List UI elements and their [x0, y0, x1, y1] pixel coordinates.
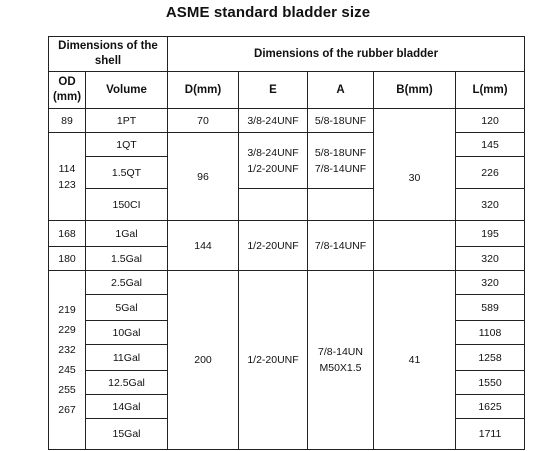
volume-cell: 15Gal: [86, 419, 168, 450]
l-cell: 1108: [456, 321, 525, 345]
volume-cell: 1.5Gal: [86, 247, 168, 271]
header-bladder-dimensions: Dimensions of the rubber bladder: [168, 37, 525, 72]
l-cell: 320: [456, 247, 525, 271]
e-cell: 1/2-20UNF: [239, 271, 308, 450]
a-value: 7/8-14UNF: [314, 162, 367, 175]
od-cell: 89: [49, 109, 86, 133]
od-value: 245: [58, 364, 76, 376]
l-cell: 226: [456, 157, 525, 189]
e-value: 3/8-24UNF: [247, 146, 299, 159]
od-value: 219: [58, 304, 76, 316]
od-cell: 168: [49, 221, 86, 247]
l-cell: 320: [456, 271, 525, 295]
volume-cell: 1PT: [86, 109, 168, 133]
header-b: B(mm): [374, 72, 456, 109]
volume-cell: 12.5Gal: [86, 371, 168, 395]
e-cell: [239, 133, 308, 189]
b-value: 30: [408, 171, 421, 184]
od-cell: [49, 133, 86, 221]
e-cell: 3/8-24UNF: [239, 109, 308, 133]
d-cell: 144: [168, 221, 239, 271]
d-cell: 70: [168, 109, 239, 133]
volume-cell: 1QT: [86, 133, 168, 157]
od-value: 114: [58, 162, 76, 175]
e-cell: 1/2-20UNF: [239, 221, 308, 271]
l-cell: 1258: [456, 345, 525, 371]
header-volume: Volume: [86, 72, 168, 109]
b-cell: [374, 221, 456, 271]
l-cell: 320: [456, 189, 525, 221]
od-value: 232: [58, 344, 76, 356]
od-value: 123: [58, 178, 76, 191]
l-cell: 1711: [456, 419, 525, 450]
volume-cell: 1.5QT: [86, 157, 168, 189]
l-cell: 1625: [456, 395, 525, 419]
l-cell: 589: [456, 295, 525, 321]
a-cell: [308, 133, 374, 189]
od-cell: [49, 271, 86, 450]
a-value: 7/8-14UN: [318, 346, 363, 358]
l-cell: 120: [456, 109, 525, 133]
e-value: 1/2-20UNF: [247, 162, 299, 175]
header-l: L(mm): [456, 72, 525, 109]
a-cell: [308, 271, 374, 450]
volume-cell: 150CI: [86, 189, 168, 221]
d-cell: 96: [168, 133, 239, 221]
b-cell: 41: [374, 271, 456, 450]
volume-cell: 14Gal: [86, 395, 168, 419]
volume-cell: 5Gal: [86, 295, 168, 321]
a-cell: 5/8-18UNF: [308, 109, 374, 133]
volume-cell: 1Gal: [86, 221, 168, 247]
e-cell: [239, 189, 308, 221]
page-title: ASME standard bladder size: [165, 4, 371, 21]
header-a: A: [308, 72, 374, 109]
a-cell: [308, 189, 374, 221]
bladder-size-table: [48, 36, 525, 450]
header-e: E: [239, 72, 308, 109]
a-value: M50X1.5: [319, 362, 362, 374]
od-value: 229: [58, 324, 76, 336]
header-d: D(mm): [168, 72, 239, 109]
od-cell: 180: [49, 247, 86, 271]
volume-cell: 11Gal: [86, 345, 168, 371]
b-cell: [374, 109, 456, 221]
header-od: OD (mm): [49, 72, 86, 109]
l-cell: 195: [456, 221, 525, 247]
volume-cell: 10Gal: [86, 321, 168, 345]
od-value: 267: [58, 404, 76, 416]
volume-cell: 2.5Gal: [86, 271, 168, 295]
header-shell-dimensions: Dimensions of the shell: [49, 37, 168, 72]
a-value: 5/8-18UNF: [314, 146, 367, 159]
od-value: 255: [58, 384, 76, 396]
d-cell: 200: [168, 271, 239, 450]
l-cell: 1550: [456, 371, 525, 395]
a-cell: 7/8-14UNF: [308, 221, 374, 271]
l-cell: 145: [456, 133, 525, 157]
